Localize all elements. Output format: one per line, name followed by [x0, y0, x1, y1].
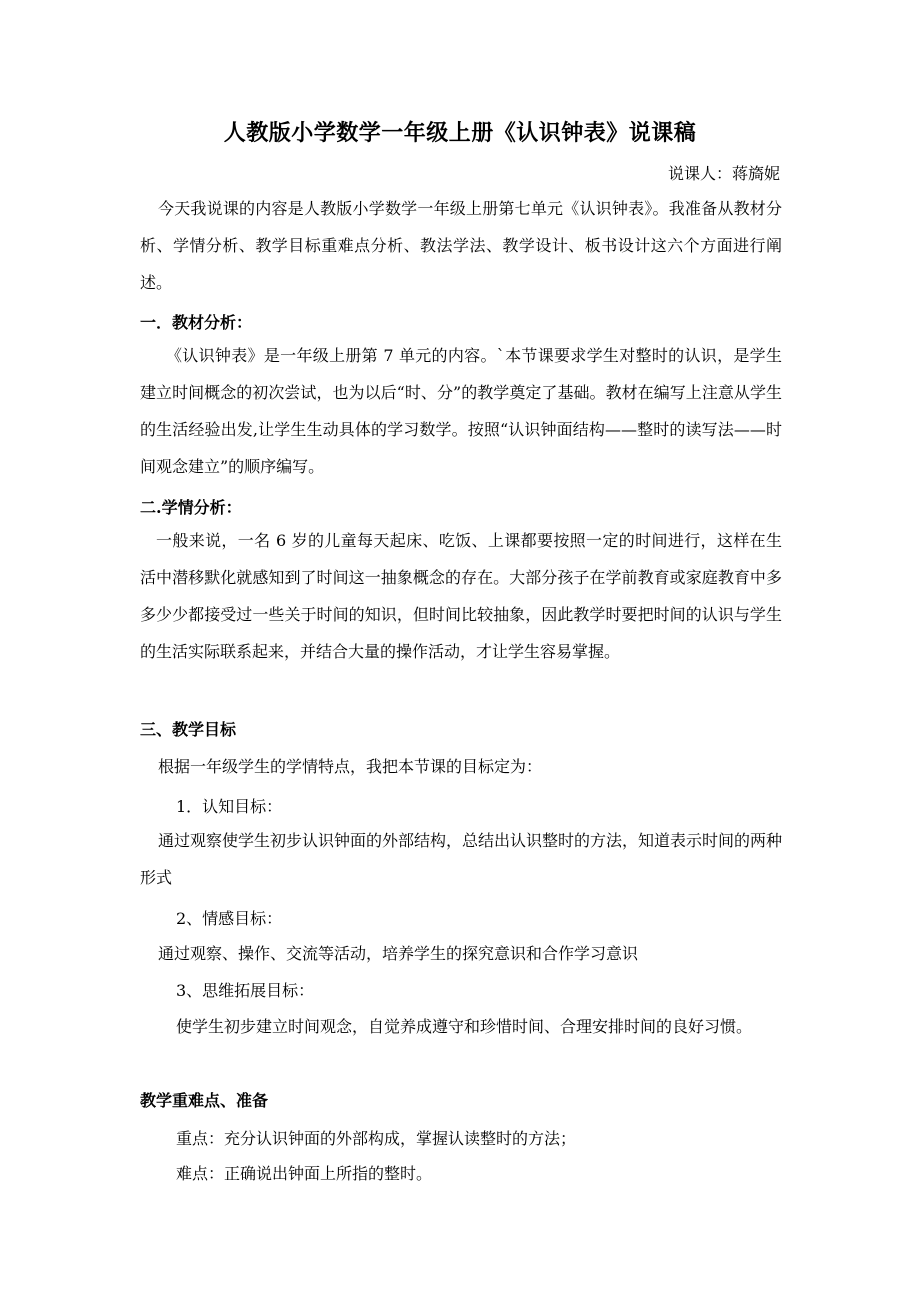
goal-affective-label: 2、情感目标： — [176, 909, 283, 928]
textbook-analysis-paragraph: 《认识钟表》是一年级上册第 7 单元的内容。`本节课要求学生对整时的认识，是学生建立时间概念的初次尝试，也为以后“时、分”的教学奠定了基础。教材在编写上注意从学生的生活经验出发,让学生生动具体的学习数学。按照“认识钟面结构——整时的读写法——时间观念建立”的顺序编写。 — [140, 346, 782, 476]
goal-cognitive-body: 通过观察使学生初步认识钟面的外部结构，总结出认识整时的方法，知道表示时间的两种形式 — [140, 831, 783, 887]
section-heading-teaching-goals: 三、教学目标 — [140, 720, 237, 739]
author-line: 说课人：蒋旖妮 — [667, 164, 780, 183]
section-heading-key-difficult-points: 教学重难点、准备 — [140, 1091, 269, 1110]
key-point-line: 重点：充分认识钟面的外部构成，掌握认读整时的方法； — [176, 1129, 577, 1148]
difficult-point-line: 难点：正确说出钟面上所指的整时。 — [176, 1164, 433, 1183]
section-heading-textbook-analysis: 一．教材分析： — [140, 313, 253, 332]
goal-cognitive-label: 1．认知目标： — [176, 797, 283, 816]
teaching-goals-intro: 根据一年级学生的学情特点，我把本节课的目标定为： — [158, 757, 543, 776]
goal-affective-body: 通过观察、操作、交流等活动，培养学生的探究意识和合作学习意识 — [158, 944, 639, 963]
section-heading-student-analysis: 二.学情分析： — [140, 498, 242, 517]
student-analysis-paragraph: 一般来说，一名 6 岁的儿童每天起床、吃饭、上课都要按照一定的时间进行，这样在生活中潜移默化就感知到了时间这一抽象概念的存在。大部分孩子在学前教育或家庭教育中多多少少都接受过一些关于时间的知识，但时间比较抽象，因此教学时要把时间的认识与学生的生活实际联系起来，并结合大量的操作活动，才让学生容易掌握。 — [140, 531, 782, 661]
document-title: 人教版小学数学一年级上册《认识钟表》说课稿 — [223, 120, 697, 146]
goal-thinking-body: 使学生初步建立时间观念，自觉养成遵守和珍惜时间、合理安排时间的良好习惯。 — [176, 1017, 753, 1036]
goal-thinking-label: 3、思维拓展目标： — [176, 981, 315, 1000]
intro-paragraph: 今天我说课的内容是人教版小学数学一年级上册第七单元《认识钟表》。我准备从教材分析、学情分析、教学目标重难点分析、教法学法、教学设计、板书设计这六个方面进行阐述。 — [140, 199, 782, 292]
